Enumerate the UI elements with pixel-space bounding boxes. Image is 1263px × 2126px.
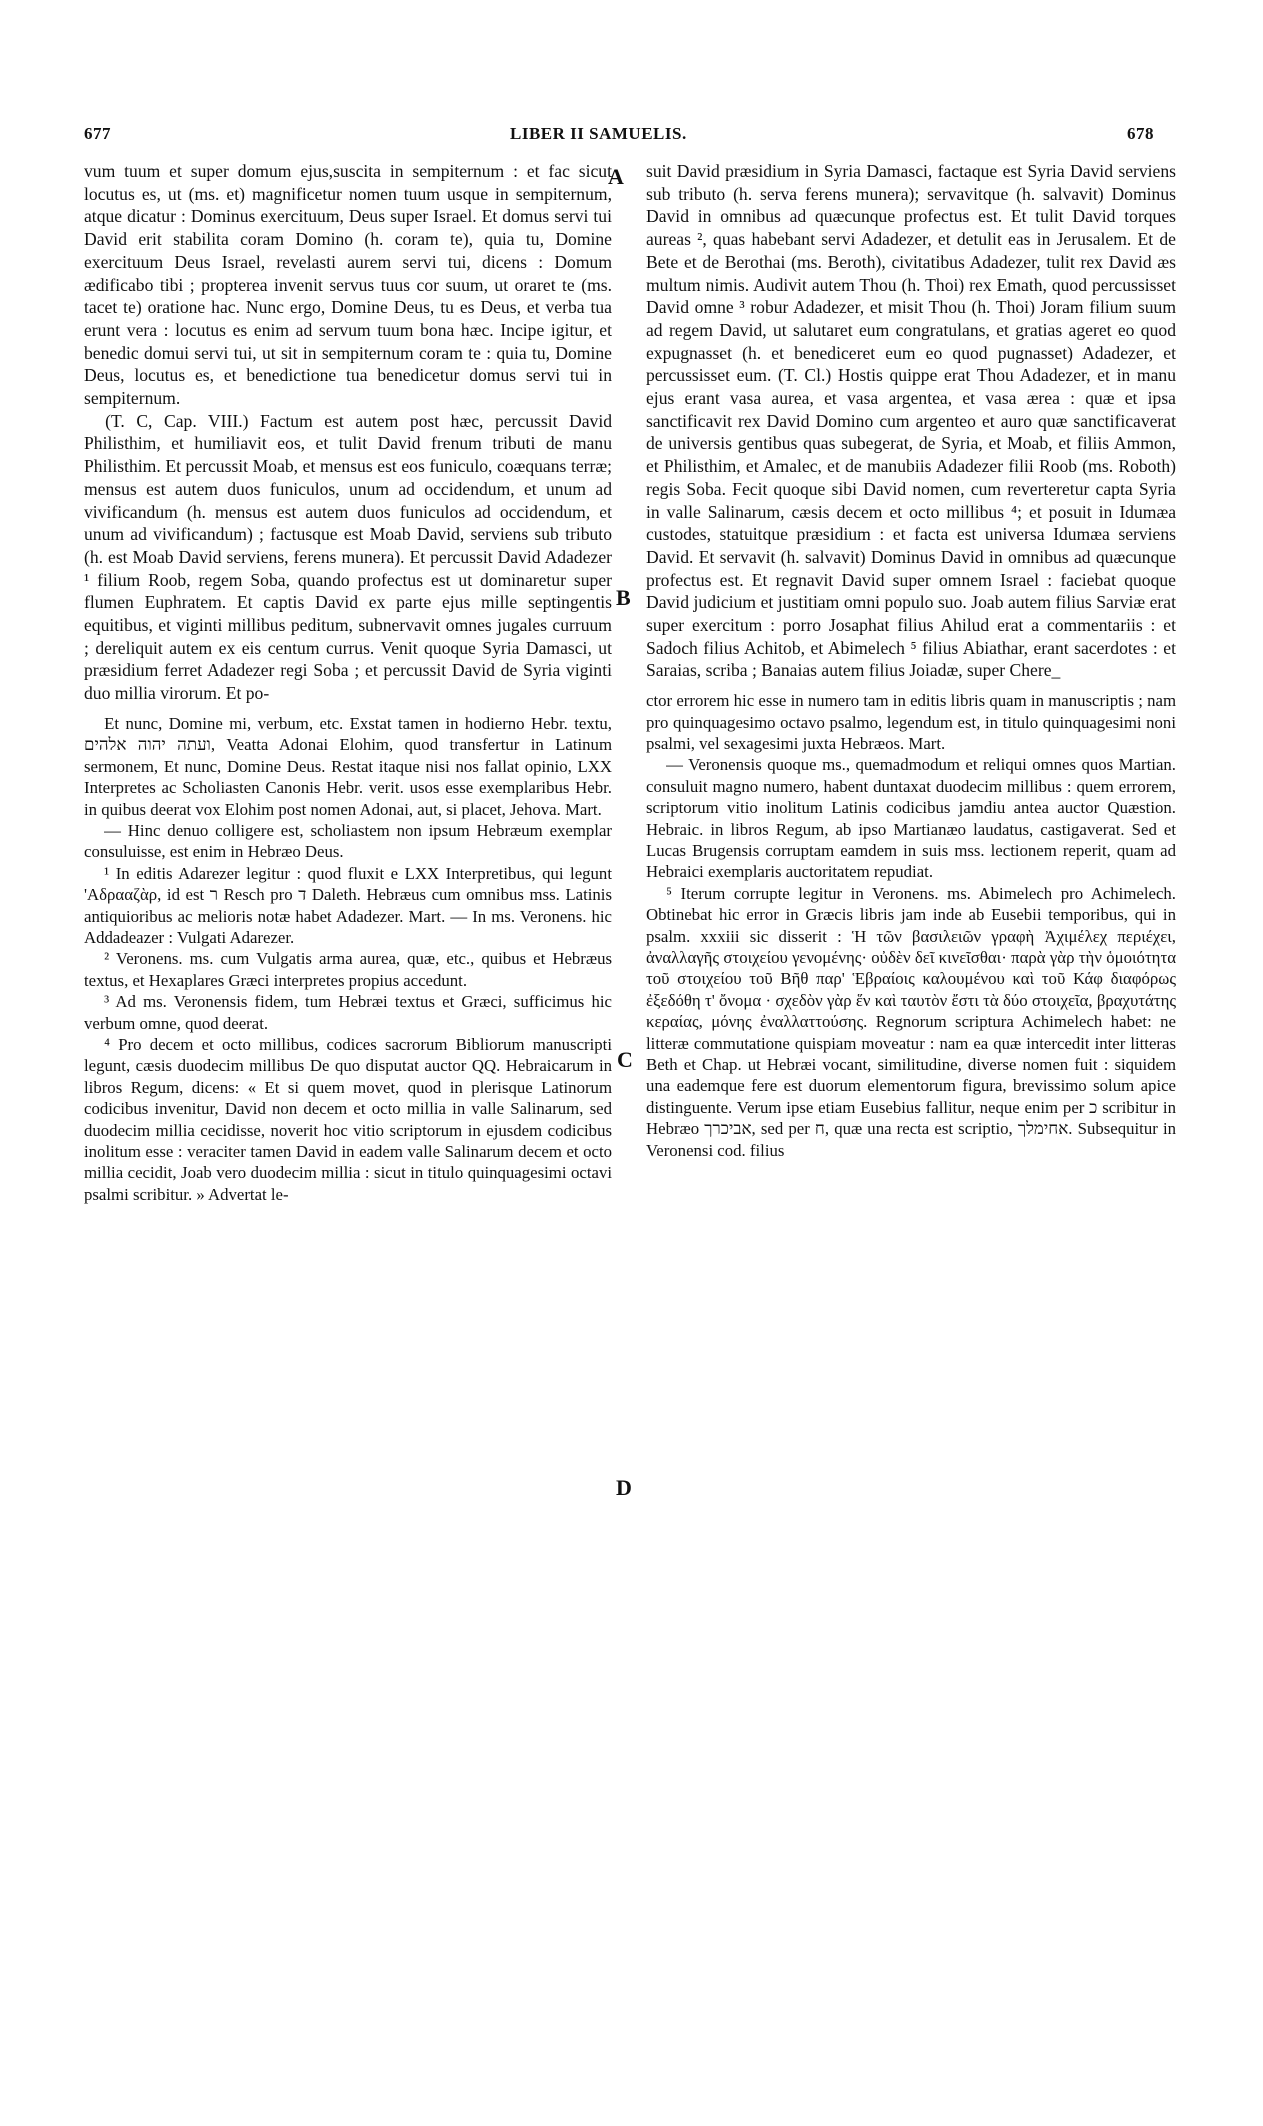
right-page-number: 678 (1127, 124, 1154, 143)
paragraph: (T. C, Cap. VIII.) Factum est autem post hæc, percussit David Philisthim, et humiliavit eos, et tulit David frenum tributi de manu Philisthim. Et percussit Moab, et mensus est eos funiculo, coæquans terræ; mensus est autem duos funiculos, unum ad occidendum, et unum ad vivificandum (h. mensus est autem duos funiculos ad occidendum, et unum ad vivificandum) ; factusque est Moab David, serviens sub tributo (h. est Moab David serviens, ferens munera). Et percussit David Adadezer ¹ filium Roob, regem Soba, quando profectus est ut dominaretur super flumen Euphratem. Et captis David ex parte ejus mille septingentis equitibus, et viginti millibus peditum, subnervavit omnes jugales curruum ; dereliquit autem ex eis centum currus. Venit quoque Syria Damasci, ut præsidium ferret Adadezer regi Soba ; et percussit David de Syria viginti duo millia virorum. Et po- (84, 410, 612, 704)
footnote: Et nunc, Domine mi, verbum, etc. Exstat tamen in hodierno Hebr. textu, ועתה יהוה אלהים, Veatta Adonai Elohim, quod transfertur in Latinum sermonem, Et nunc, Domine Deus. Restat itaque nisi nos fallat opinio, LXX Interpretes ac Scholiasten Canonis Hebr. verit. usos esse exemplaribus Hebr. in quibus deerat vox Elohim post nomen Adonai, aut, si placet, Jehova. Mart. (84, 713, 612, 819)
footnote: ² Veronens. ms. cum Vulgatis arma aurea, quæ, etc., quibus et Hebræus textus, et Hexaplares Græci interpretes propius accedunt. (84, 949, 612, 990)
right-column (646, 160, 1176, 1161)
footnote: — Hinc denuo colligere est, scholiastem non ipsum Hebræum exemplar consuluisse, est enim in Hebræo Deus. (84, 820, 612, 862)
left-page-number: 677 (84, 124, 111, 143)
footnote: — Veronensis quoque ms., quemadmodum et reliqui omnes quos Martian. consuluit magno numero, habent duntaxat duodecim millibus : quem errorem, scriptorum vitio inolitum Latinis codicibus jamdiu antea auctor Quæstion. Hebraic. in libros Regum, ab ipso Martianæo laudatus, castigaverat. Sed et Lucas Brugensis corruptam eamdem in suis mss. lectionem reperit, quam ad Hebraici exemplaris auctoritatem repudiat. (646, 755, 1176, 882)
footnote: ³ Ad ms. Veronensis fidem, tum Hebræi textus et Græci, sufficimus hic verbum omne, quod deerat. (84, 992, 612, 1033)
section-marker-a: A (608, 164, 624, 189)
footnote: ⁵ Iterum corrupte legitur in Veronens. ms. Abimelech pro Achimelech. Obtinebat hic error in Græcis libris jam inde ab Eusebii temporibus, qui in psalm. xxxiii sic disserit : Ἡ τῶν βασιλειῶν γραφὴ Ἀχιμέλεχ περιέχει, ἀναλλαγῆς στοιχείου γενομένης· οὐδὲν δεῖ κινεῖσθαι· παρὰ γὰρ τὴν ὁμοιότητα τοῦ στοιχείου τοῦ Βῆθ παρ' Ἑβραίοις καλουμένου καὶ τοῦ Κάφ διαφόρως ἐξεδόθη τ' ὄνομα · σχεδὸν γὰρ ἕν καὶ ταυτὸν ἔστι τὰ δύο στοιχεῖα, βραχυτάτης κεραίας, μόνης ἐναλλαττούσης. Regnorum scriptura Achimelech habet: ne litteræ commutatione quispiam moveatur : nam ea quæ intercedit inter litteras Beth et Chap. ut Hebræi vocant, similitudine, diverse nomen fuit : siquidem una eademque fere est duorum elementorum figura, brevissimo solum apice distinguente. Verum ipse etiam Eusebius fallitur, neque enim per כ scribitur in Hebræo אביכרך, sed per ח, quæ una recta est scriptio, אחימלך. Subsequitur in Veronensi cod. filius (646, 883, 1176, 1160)
footnote: ⁴ Pro decem et octo millibus, codices sacrorum Bibliorum manuscripti legunt, cæsis duodecim millibus De quo disputat auctor QQ. Hebraicarum in libros Regum, dicens: « Et si quem movet, quod in plerisque Latinorum codicibus invenitur, David non decem et octo millia in valle Salinarum, sed duodecim millia cecidisse, noverit hoc vitio scriptorum in ejusdem codicibus inolitum esse : veraciter tamen David in eadem valle Salinarum decem et octo millia cecidit, Joab vero duodecim millia : sicut in titulo quinquagesimi octavi psalmi scribitur. » Advertat le- (84, 1034, 612, 1204)
paragraph: suit David præsidium in Syria Damasci, factaque est Syria David serviens sub tributo (h. serva ferens munera); servavitque (h. salvavit) Dominus David in omnibus ad quæcunque profectus est. Et tulit David torques aureas ², quas habebant servi Adadezer, et detulit eas in Jerusalem. Et de Bete et de Berothai (ms. Beroth), civitatibus Adadezer, tulit rex David æs multum nimis. Audivit autem Thou (h. Thoi) rex Emath, quod percussisset David omne ³ robur Adadezer, et misit Thou (h. Thoi) Joram filium suum ad regem David, ut salutaret eum congratulans, et gratias ageret eo quod expugnasset (h. et benediceret eum eo quod pugnasset) Adadezer, et percussisset eum. (T. Cl.) Hostis quippe erat Thou Adadezer, et in manu ejus erant vasa aurea, et vasa argentea, et vasa ærea : quæ et ipsa sanctificavit rex David Domino cum argenteo et auro quæ sanctificaverat de universis gentibus quas subegerat, de Syria, et Moab, et filiis Ammon, et Philisthim, et Amalec, et de manubiis Adadezer filii Roob (ms. Roboth) regis Soba. Fecit quoque sibi David nomen, cum reverteretur capta Syria in valle Salinarum, cæsis decem et octo millibus ⁴; et posuit in Idumæa custodes, statuitque præsidium : et facta est universa Idumæa serviens David. Et servavit (h. salvavit) Dominus David in omnibus ad quæcunque profectus est. Et regnavit David super omnem Israel : faciebat quoque David judicium et justitiam omni populo suo. Joab autem filius Sarviæ erat super exercitum : porro Josaphat filius Ahilud erat a commentariis : et Sadoch filius Achitob, et Abimelech ⁵ filius Abiathar, erant sacerdotes : et Saraias, scriba ; Banaias autem filius Joiadæ, super Chere_ (646, 161, 1176, 681)
section-marker-b: B (616, 585, 631, 610)
running-title: LIBER II SAMUELIS. (510, 124, 687, 143)
section-marker-d: D (616, 1475, 632, 1500)
right-main-text (646, 160, 1176, 682)
left-footnotes (84, 713, 612, 1205)
footnote: ¹ In editis Adarezer legitur : quod fluxit e LXX Interpretibus, qui legunt 'Αδρααζὰρ, id est ר Resch pro ד Daleth. Hebræus cum omnibus mss. Latinis antiquioribus ac melioris notæ habet Adadezer. Mart. — In ms. Veronens. hic Addadeazer : Vulgati Adarezer. (84, 863, 612, 947)
left-column (84, 160, 612, 1205)
section-marker-c: C (617, 1047, 633, 1072)
right-footnotes (646, 690, 1176, 1161)
footnote: ctor errorem hic esse in numero tam in editis libris quam in manuscriptis ; nam pro quinquagesimo octavo psalmo, legendum est, in titulo quinquagesimi noni psalmi, vel sexagesimi juxta Hebræos. Mart. (646, 691, 1176, 753)
paragraph: vum tuum et super domum ejus,suscita in sempiternum : et fac sicut locutus es, ut (ms. et) magnificetur nomen tuum usque in sempiternum, atque dicatur : Dominus exercituum, Deus super Israel. Et domus servi tui David erit stabilita coram Domino (h. coram te), quia tu, Domine exercituum Deus Israel, revelasti aurem servi tui, dicens : Domum ædificabo tibi ; propterea invenit servus tuus cor suum, ut oraret te (ms. tacet te) oratione hac. Nunc ergo, Domine Deus, tu es Deus, et verba tua erunt vera : locutus es enim ad servum tuum bona hæc. Incipe igitur, et benedic domui servi tui, ut sit in sempiternum coram te : quia tu, Domine Deus, locutus es, et benedictione tua benedicetur domus servi tui in sempiternum. (84, 161, 612, 409)
left-main-text (84, 160, 612, 705)
